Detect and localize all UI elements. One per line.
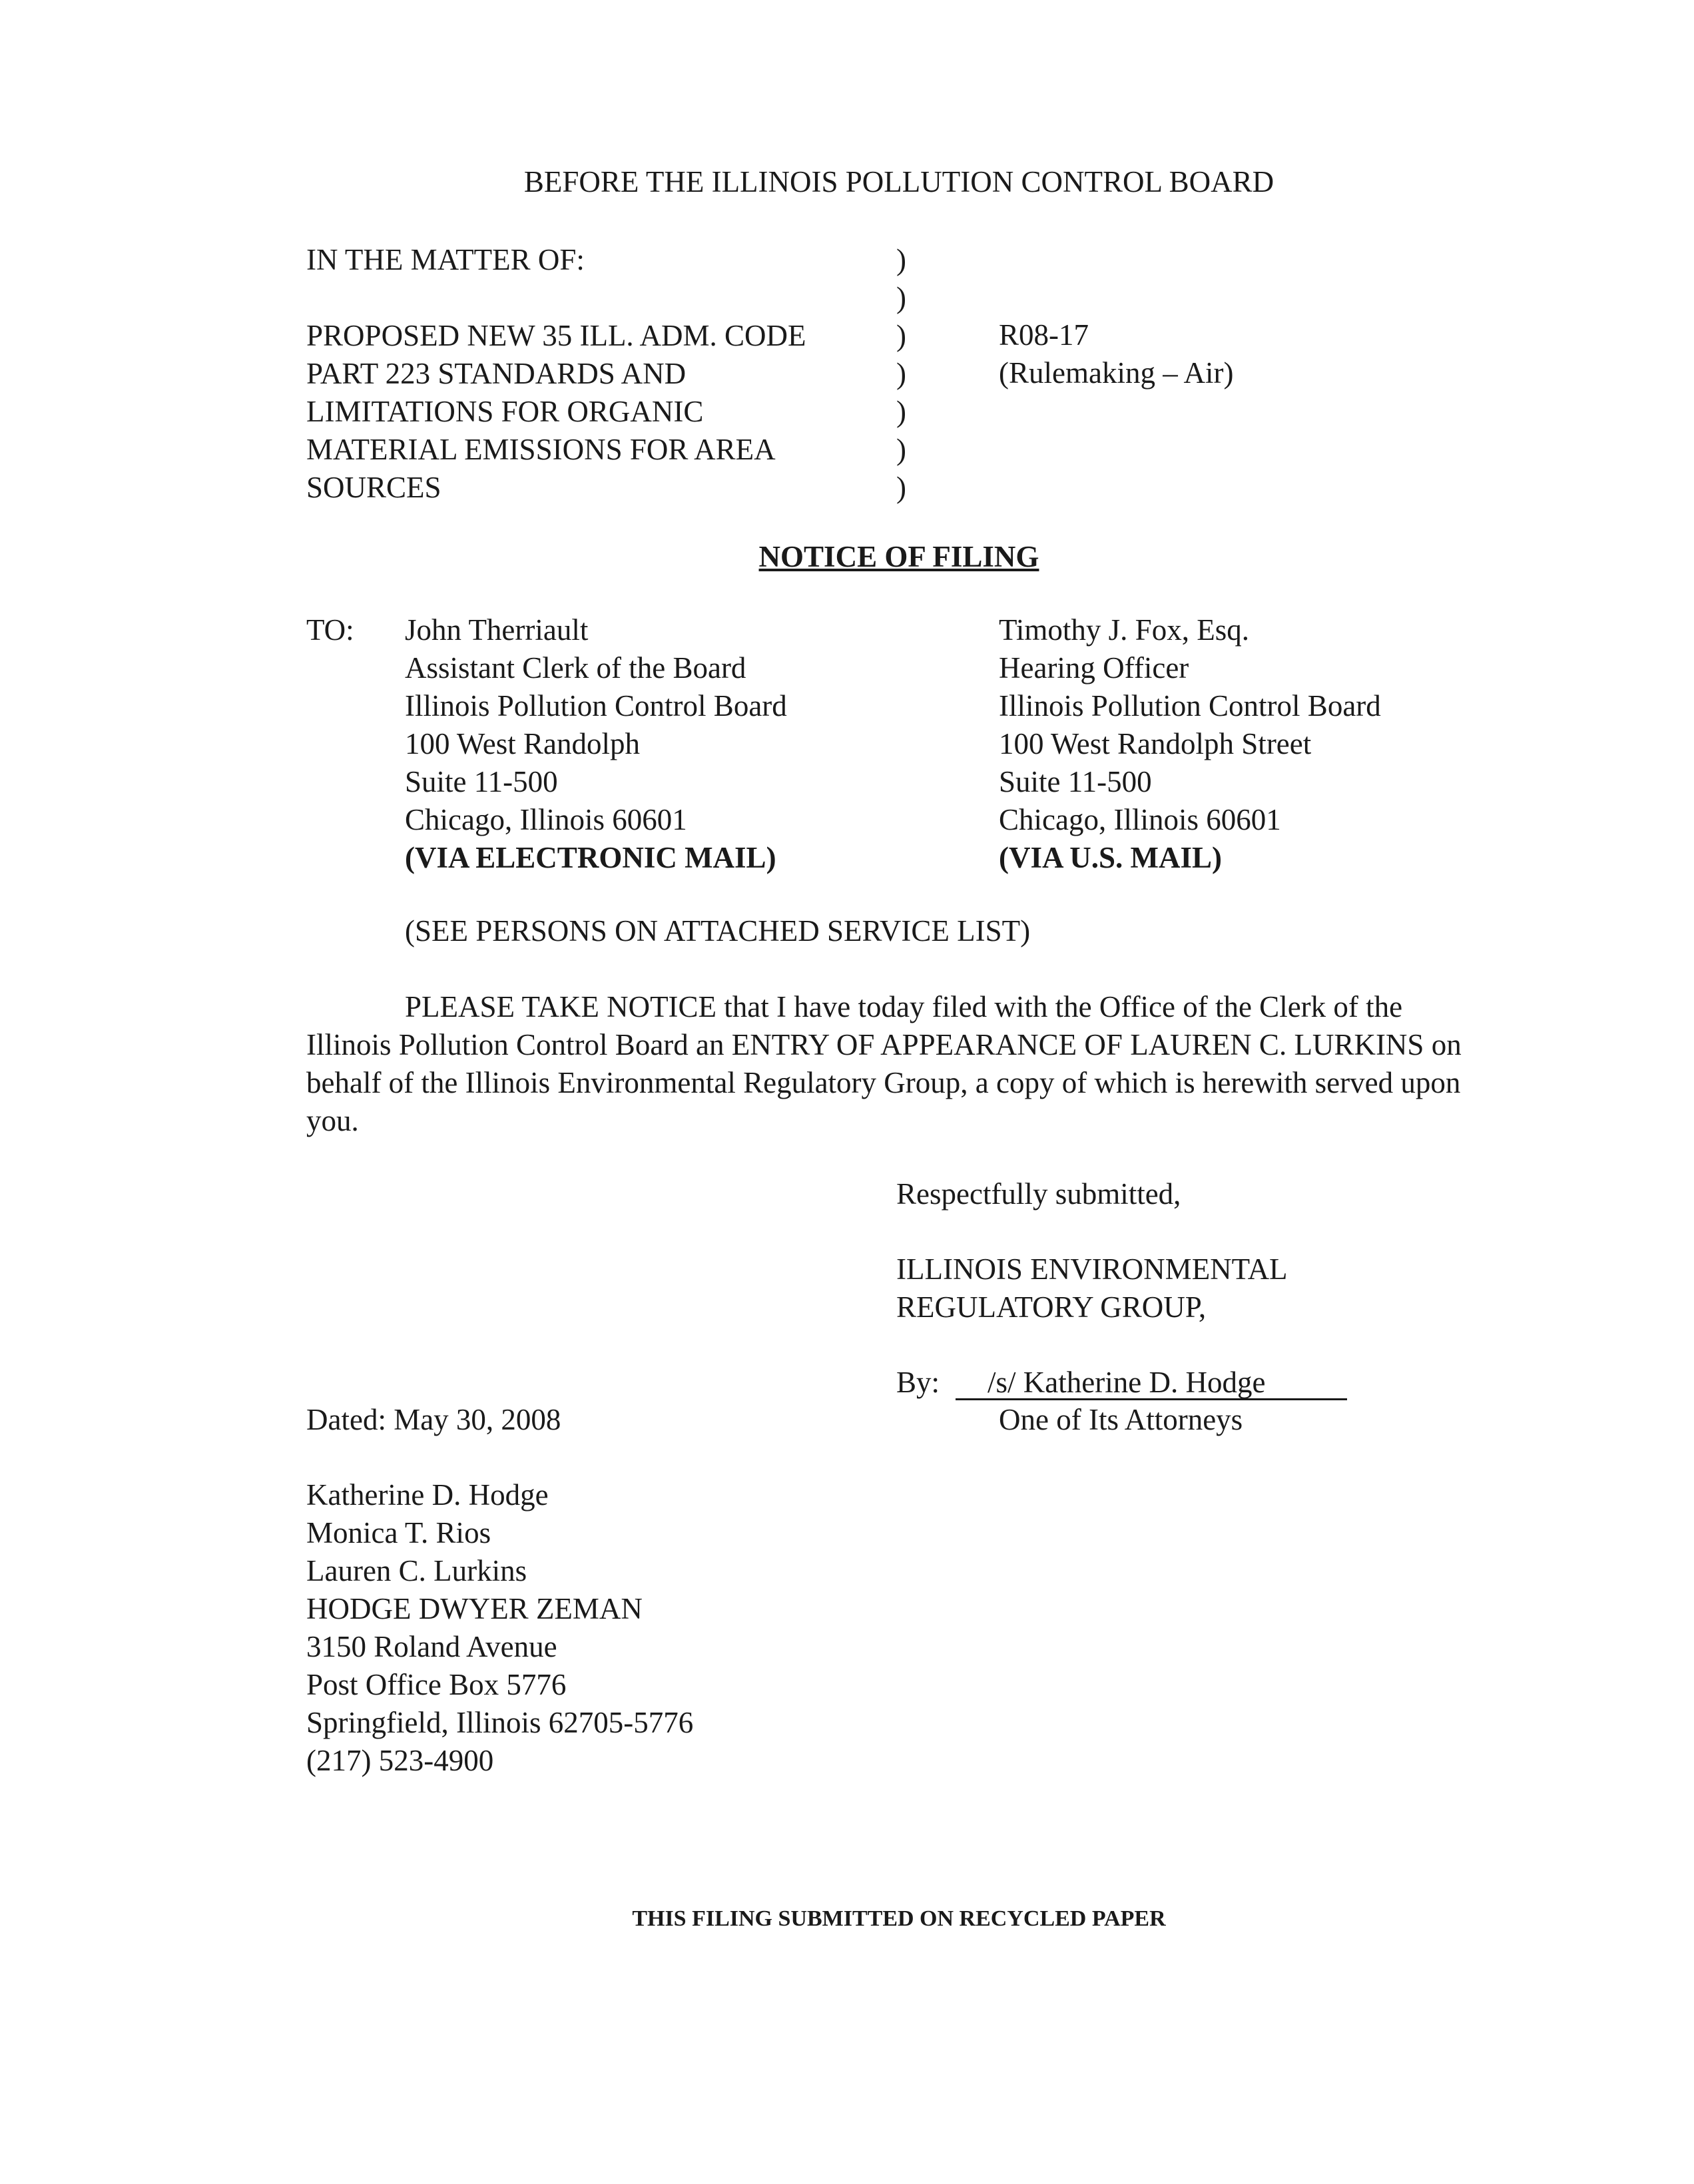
address-line: Chicago, Illinois 60601 [405, 803, 687, 836]
proposal-line: LIMITATIONS FOR ORGANIC [306, 395, 704, 428]
closing: Respectfully submitted, [896, 1177, 1181, 1211]
address-line: Illinois Pollution Control Board [999, 689, 1381, 722]
case-caption [306, 241, 806, 507]
attorney-line: (217) 523-4900 [306, 1744, 494, 1777]
paren: ) [896, 433, 906, 466]
paren: ) [896, 281, 906, 314]
attorney-line: 3150 Roland Avenue [306, 1630, 557, 1663]
address-line: Timothy J. Fox, Esq. [999, 613, 1249, 647]
attorney-line: Springfield, Illinois 62705-5776 [306, 1706, 694, 1739]
recipient-address-1 [405, 611, 787, 877]
caption-spacer [306, 279, 806, 317]
org-line: REGULATORY GROUP, [896, 1290, 1207, 1324]
attorney-line: HODGE DWYER ZEMAN [306, 1592, 643, 1625]
address-line: Illinois Pollution Control Board [405, 689, 787, 722]
paren: ) [896, 357, 906, 390]
by-label: By: [896, 1366, 940, 1399]
paren: ) [896, 395, 906, 428]
document-title: BEFORE THE ILLINOIS POLLUTION CONTROL BOARD [523, 165, 1274, 198]
address-line: Chicago, Illinois 60601 [999, 803, 1281, 836]
address-line: 100 West Randolph [405, 727, 641, 760]
case-info [999, 316, 1233, 392]
paren: ) [896, 471, 906, 504]
caption-parentheses [896, 241, 906, 507]
recipient-address-2 [999, 611, 1381, 877]
proposal-line: PROPOSED NEW 35 ILL. ADM. CODE [306, 319, 806, 352]
attorney-line: Katherine D. Hodge [306, 1478, 549, 1511]
signature-line [896, 1364, 1347, 1402]
proposal-line: PART 223 STANDARDS AND [306, 357, 687, 390]
notice-body-paragraph: PLEASE TAKE NOTICE that I have today filed with the Office of the Clerk of the Illinois Pollution Control Board an ENTRY OF APPEARANCE OF LAUREN C. LURKINS on behalf of the Illinois Environmental Regulatory Group, a copy of which is herewith served upon you. [306, 990, 1462, 1137]
paren: ) [896, 243, 906, 276]
to-label: TO: [306, 613, 354, 647]
signature: /s/ Katherine D. Hodge [956, 1366, 1347, 1400]
address-line: Hearing Officer [999, 651, 1189, 684]
case-type: (Rulemaking – Air) [999, 356, 1234, 390]
address-line: John Therriault [405, 613, 589, 647]
proposal-line: SOURCES [306, 471, 441, 504]
notice-heading: NOTICE OF FILING [758, 540, 1039, 573]
attorney-line: Monica T. Rios [306, 1516, 491, 1549]
proposal-line: MATERIAL EMISSIONS FOR AREA [306, 433, 776, 466]
organization-name [896, 1250, 1288, 1326]
paren: ) [896, 319, 906, 352]
address-line: 100 West Randolph Street [999, 727, 1312, 760]
attorney-block [306, 1476, 693, 1780]
matter-label: IN THE MATTER OF: [306, 243, 585, 276]
signature-caption: One of Its Attorneys [999, 1403, 1243, 1436]
case-number: R08-17 [999, 318, 1089, 352]
address-line: Suite 11-500 [405, 765, 558, 798]
delivery-method: (VIA ELECTRONIC MAIL) [405, 841, 776, 874]
delivery-method: (VIA U.S. MAIL) [999, 841, 1223, 874]
org-line: ILLINOIS ENVIRONMENTAL [896, 1252, 1288, 1286]
attorney-line: Lauren C. Lurkins [306, 1554, 527, 1587]
dated-line: Dated: May 30, 2008 [306, 1403, 561, 1436]
address-line: Assistant Clerk of the Board [405, 651, 746, 684]
recycled-paper-footer: THIS FILING SUBMITTED ON RECYCLED PAPER [632, 1906, 1166, 1931]
address-line: Suite 11-500 [999, 765, 1152, 798]
service-list-note: (SEE PERSONS ON ATTACHED SERVICE LIST) [405, 914, 1031, 948]
attorney-line: Post Office Box 5776 [306, 1668, 567, 1701]
